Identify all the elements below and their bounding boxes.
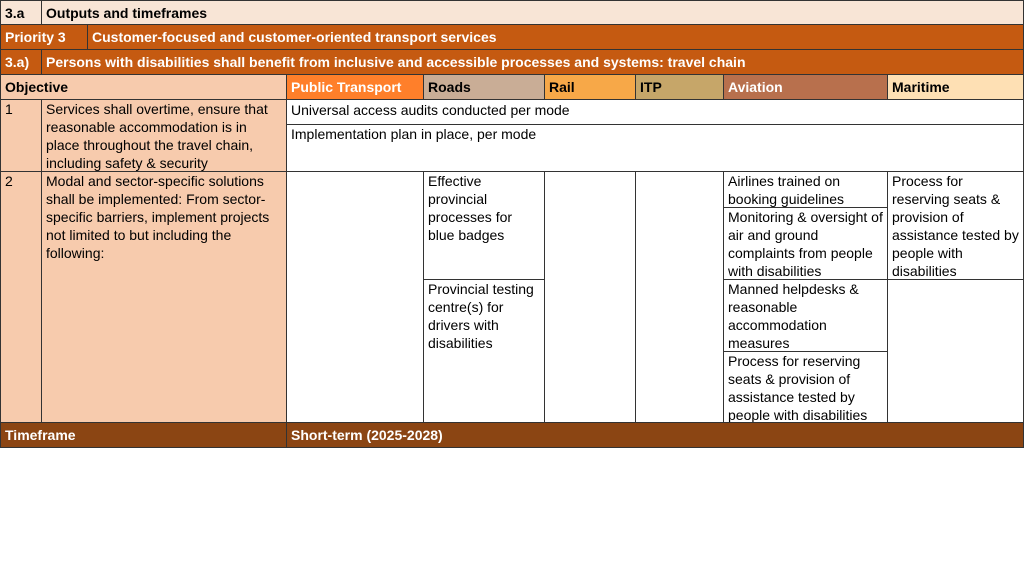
section-id: 3.a — [0, 0, 42, 25]
timeframe-value: Short-term (2025-2028) — [287, 423, 1024, 448]
column-header-roads: Roads — [424, 75, 545, 100]
row-2-itp-empty — [636, 172, 724, 423]
goal-title: Persons with disabilities shall benefit from inclusive and accessible processes and systems: travel chain — [42, 50, 1024, 75]
row-1-output-audits: Universal access audits conducted per mode — [287, 100, 1024, 125]
row-2-aviation-seat-reservation: Process for reserving seats & provision of assistance tested by people with disabilities — [724, 352, 888, 423]
goal-id: 3.a) — [0, 50, 42, 75]
priority-title: Customer-focused and customer-oriented transport services — [88, 25, 1024, 50]
section-title: Outputs and timeframes — [42, 0, 1024, 25]
column-header-objective: Objective — [0, 75, 287, 100]
row-2-aviation-monitoring: Monitoring & oversight of air and ground complaints from people with disabilities — [724, 208, 888, 280]
column-header-rail: Rail — [545, 75, 636, 100]
row-1-objective: Services shall overtime, ensure that reasonable accommodation is in place throughout the travel chain, including safety & security — [42, 100, 287, 172]
row-2-number: 2 — [0, 172, 42, 423]
column-header-public-transport: Public Transport — [287, 75, 424, 100]
priority-id: Priority 3 — [0, 25, 88, 50]
row-2-roads-testing-centres: Provincial testing centre(s) for drivers with disabilities — [424, 280, 545, 423]
row-2-aviation-helpdesks: Manned helpdesks & reasonable accommodation measures — [724, 280, 888, 352]
column-header-maritime: Maritime — [888, 75, 1024, 100]
column-header-aviation: Aviation — [724, 75, 888, 100]
row-1-output-implementation-plan: Implementation plan in place, per mode — [287, 125, 1024, 172]
row-1-number: 1 — [0, 100, 42, 172]
row-2-maritime-seat-reservation: Process for reserving seats & provision of assistance tested by people with disabilities — [888, 172, 1024, 280]
row-2-maritime-empty — [888, 280, 1024, 423]
timeframe-label: Timeframe — [0, 423, 287, 448]
row-2-objective: Modal and sector-specific solutions shall be implemented: From sector-specific barriers, implement projects not limited to but including the following: — [42, 172, 287, 423]
row-2-rail-empty — [545, 172, 636, 423]
row-2-aviation-airlines-trained: Airlines trained on booking guidelines — [724, 172, 888, 208]
row-2-roads-blue-badges: Effective provincial processes for blue badges — [424, 172, 545, 280]
column-header-itp: ITP — [636, 75, 724, 100]
row-2-public-transport-empty — [287, 172, 424, 423]
